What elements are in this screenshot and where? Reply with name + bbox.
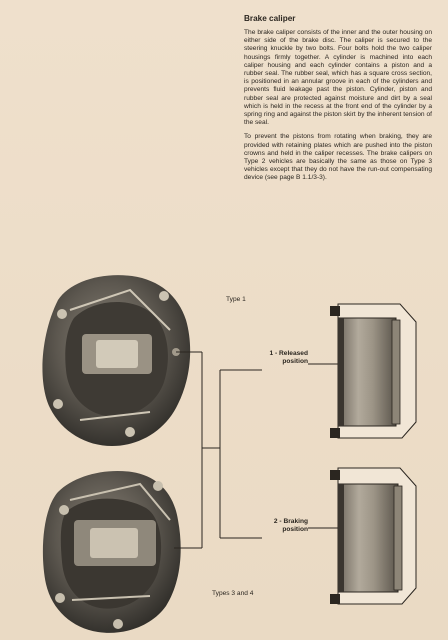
released-label-line1: 1 - Released <box>269 350 308 357</box>
paragraph-2: To prevent the pistons from rotating when braking, they are provided with retaining plates which are pushed into the piston crowns and held in the caliper recesses. The brake calipers on Type 2 vehicles are basically the same as those on Type 3 vehicles except that they do not have the run-out compensating device (see page B 1.1/3-3). <box>244 133 432 182</box>
type1-caliper-illustration <box>42 275 190 446</box>
released-position-label <box>248 350 308 366</box>
braking-label-line1: 2 - Braking <box>273 518 308 525</box>
released-label-line2: position <box>282 358 308 366</box>
braking-position-diagram <box>330 468 416 604</box>
braking-position-label <box>248 518 308 534</box>
braking-label-line2: position <box>282 526 308 534</box>
type1-label: Type 1 <box>226 296 246 303</box>
types34-caliper-illustration <box>43 471 181 633</box>
types34-label: Types 3 and 4 <box>212 590 254 597</box>
paragraph-1: The brake caliper consists of the inner and the outer housing on either side of the brake disc. The caliper is secured to the steering knuckle by two bolts. Four bolts hold the two caliper housings firmly together. A cylinder is machined into each caliper housing and each cylinder contains a piston and a rubber seal. The rubber seal, which has a square cross section, is positioned in an annular groove in each of the cylinders and prevents fluid leakage past the piston. Cylinder, piston and rubber seal are protected against moisture and dirt by a seal which is held in the recess at the front end of the cylinder by a spring ring and against the piston skirt by the inherent tension of the seal. <box>244 29 432 127</box>
section-heading: Brake caliper <box>244 14 296 23</box>
released-position-diagram <box>330 304 416 438</box>
